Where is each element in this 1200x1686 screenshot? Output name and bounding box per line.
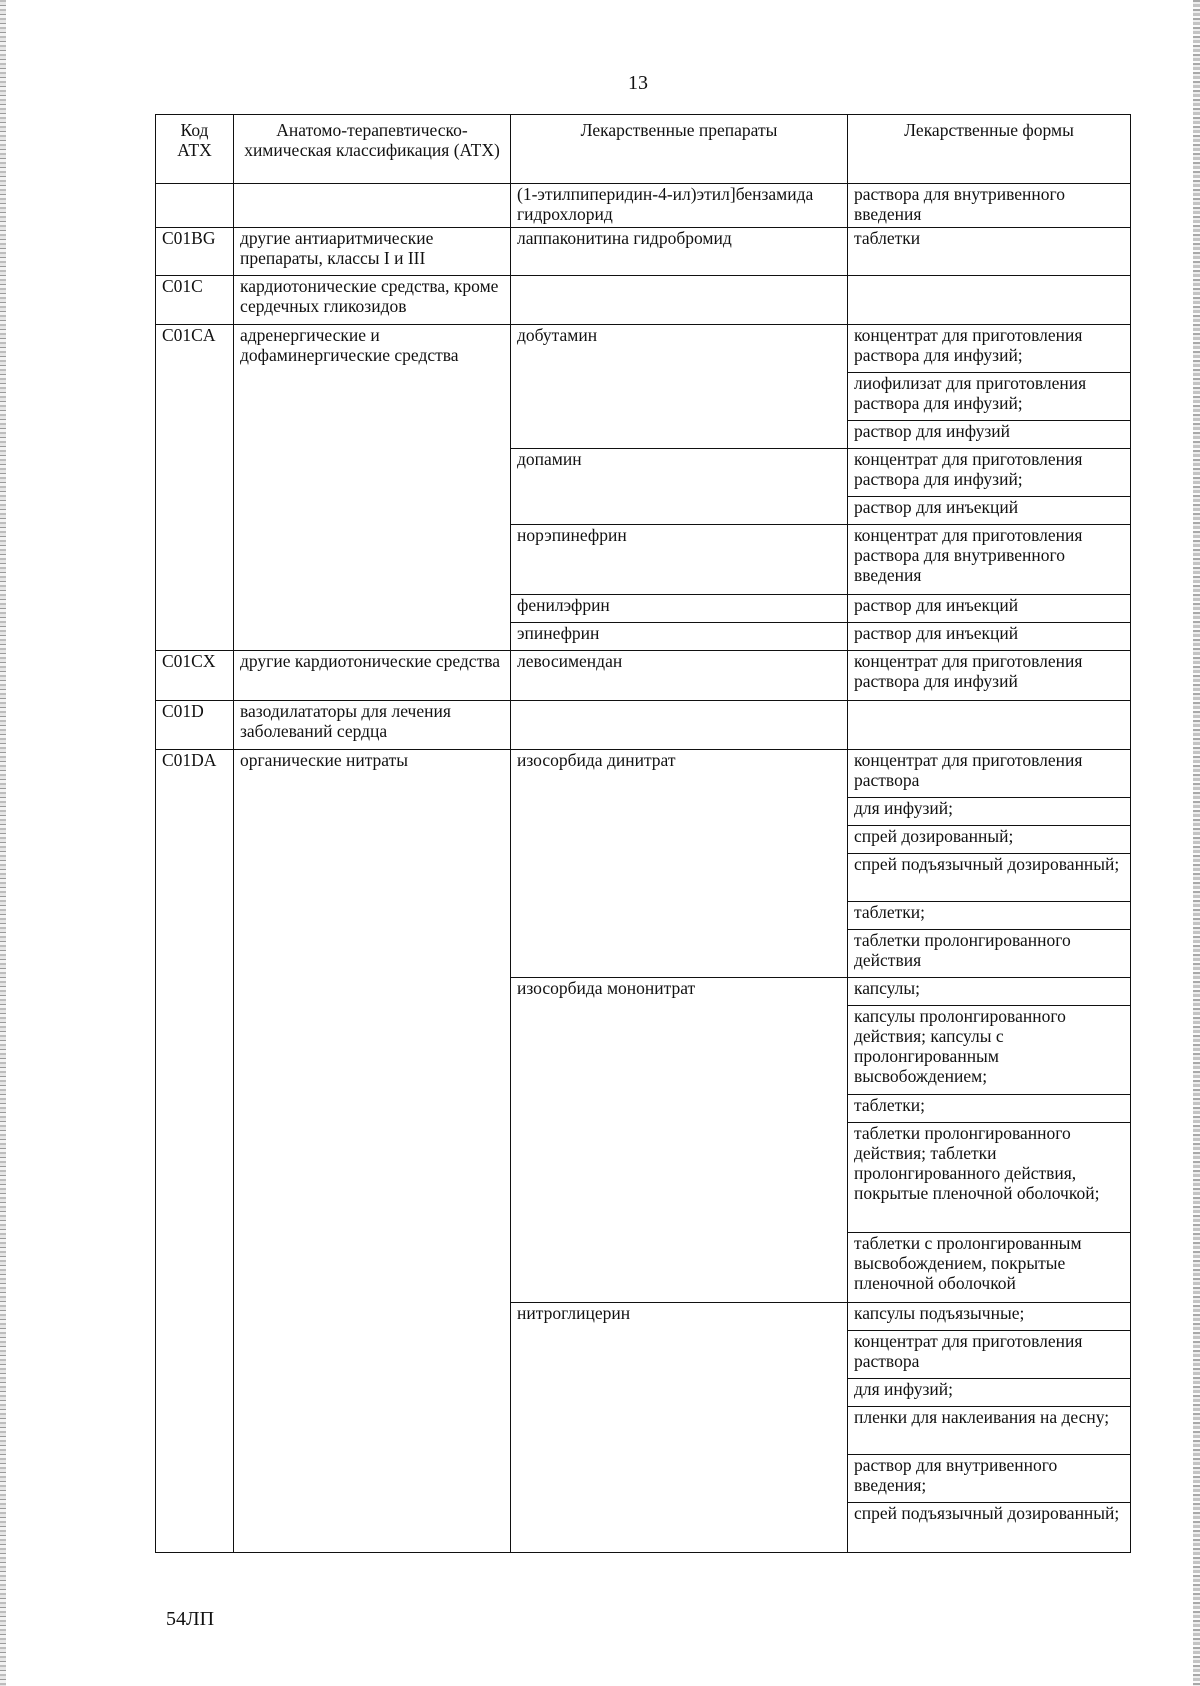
table-row [156,325,1131,373]
drug-name: добутамин [511,325,848,449]
dosage-form: пленки для наклеивания на десну; [848,1407,1131,1455]
dosage-form: капсулы пролонгированного действия; капсулы с пролонгированным высвобождением; [848,1006,1131,1095]
dosage-form: капсулы подъязычные; [848,1303,1131,1331]
dosage-form: концентрат для приготовления раствора для инфузий; [848,325,1131,373]
dosage-form: для инфузий; [848,798,1131,826]
page-number: 13 [628,72,648,94]
drug-name: изосорбида мононитрат [511,978,848,1303]
table-row [156,750,1131,798]
atx-classification: органические нитраты [234,750,511,1553]
atx-classification: вазодилататоры для лечения заболеваний сердца [234,701,511,750]
drug-name: изосорбида динитрат [511,750,848,978]
dosage-form: раствора для внутривенного введения [848,184,1131,228]
dosage-form: раствор для внутривенного введения; [848,1455,1131,1503]
dosage-form: спрей подъязычный дозированный; [848,1503,1131,1553]
scan-edge-left [0,0,6,1686]
dosage-form: концентрат для приготовления раствора для внутривенного введения [848,525,1131,595]
drug-name: норэпинефрин [511,525,848,595]
dosage-form: таблетки [848,228,1131,276]
atx-code: C01CA [156,325,234,651]
dosage-form: спрей дозированный; [848,826,1131,854]
dosage-form: спрей подъязычный дозированный; [848,854,1131,902]
atx-code [156,184,234,228]
atx-code: C01DA [156,750,234,1553]
table-row [156,228,1131,276]
drug-name: лаппаконитина гидробромид [511,228,848,276]
document-code: 54ЛП [166,1608,215,1630]
dosage-form: таблетки пролонгированного действия; таблетки пролонгированного действия, покрытые пленочной оболочкой; [848,1123,1131,1233]
dosage-form [848,701,1131,750]
dosage-form: таблетки пролонгированного действия [848,930,1131,978]
header-drugs: Лекарственные препараты [511,115,848,184]
dosage-form: концентрат для приготовления раствора для инфузий [848,651,1131,701]
header-code: Код АТХ [156,115,234,184]
atx-classification [234,184,511,228]
drug-name: (1-этилпиперидин-4-ил)этил]бензамида гидрохлорид [511,184,848,228]
header-classification: Анатомо-терапевтическо-химическая классификация (АТХ) [234,115,511,184]
header-forms: Лекарственные формы [848,115,1131,184]
atx-code: C01BG [156,228,234,276]
table-row [156,651,1131,701]
dosage-form: лиофилизат для приготовления раствора для инфузий; [848,373,1131,421]
dosage-form [848,276,1131,325]
drug-name [511,701,848,750]
dosage-form: концентрат для приготовления раствора [848,750,1131,798]
dosage-form: раствор для инъекций [848,623,1131,651]
dosage-form: капсулы; [848,978,1131,1006]
drug-name: эпинефрин [511,623,848,651]
dosage-form: таблетки с пролонгированным высвобождением, покрытые пленочной оболочкой [848,1233,1131,1303]
dosage-form: раствор для инфузий [848,421,1131,449]
dosage-form: для инфузий; [848,1379,1131,1407]
atx-classification: адренергические и дофаминергические средства [234,325,511,651]
table-row [156,184,1131,228]
dosage-form: таблетки; [848,1095,1131,1123]
drug-name: допамин [511,449,848,525]
atx-code: C01CX [156,651,234,701]
dosage-form: раствор для инъекций [848,497,1131,525]
dosage-form: концентрат для приготовления раствора для инфузий; [848,449,1131,497]
table-row [156,276,1131,325]
drug-name: фенилэфрин [511,595,848,623]
drug-name: левосимендан [511,651,848,701]
dosage-form: концентрат для приготовления раствора [848,1331,1131,1379]
drug-name: нитроглицерин [511,1303,848,1553]
atx-classification: другие кардиотонические средства [234,651,511,701]
scan-edge-right [1193,0,1200,1686]
atx-classification: кардиотонические средства, кроме сердечных гликозидов [234,276,511,325]
atx-table [155,114,1131,1553]
drug-name [511,276,848,325]
dosage-form: таблетки; [848,902,1131,930]
atx-code: C01D [156,701,234,750]
header-row [156,115,1131,184]
dosage-form: раствор для инъекций [848,595,1131,623]
atx-code: C01C [156,276,234,325]
atx-classification: другие антиаритмические препараты, классы I и III [234,228,511,276]
table-row [156,701,1131,750]
